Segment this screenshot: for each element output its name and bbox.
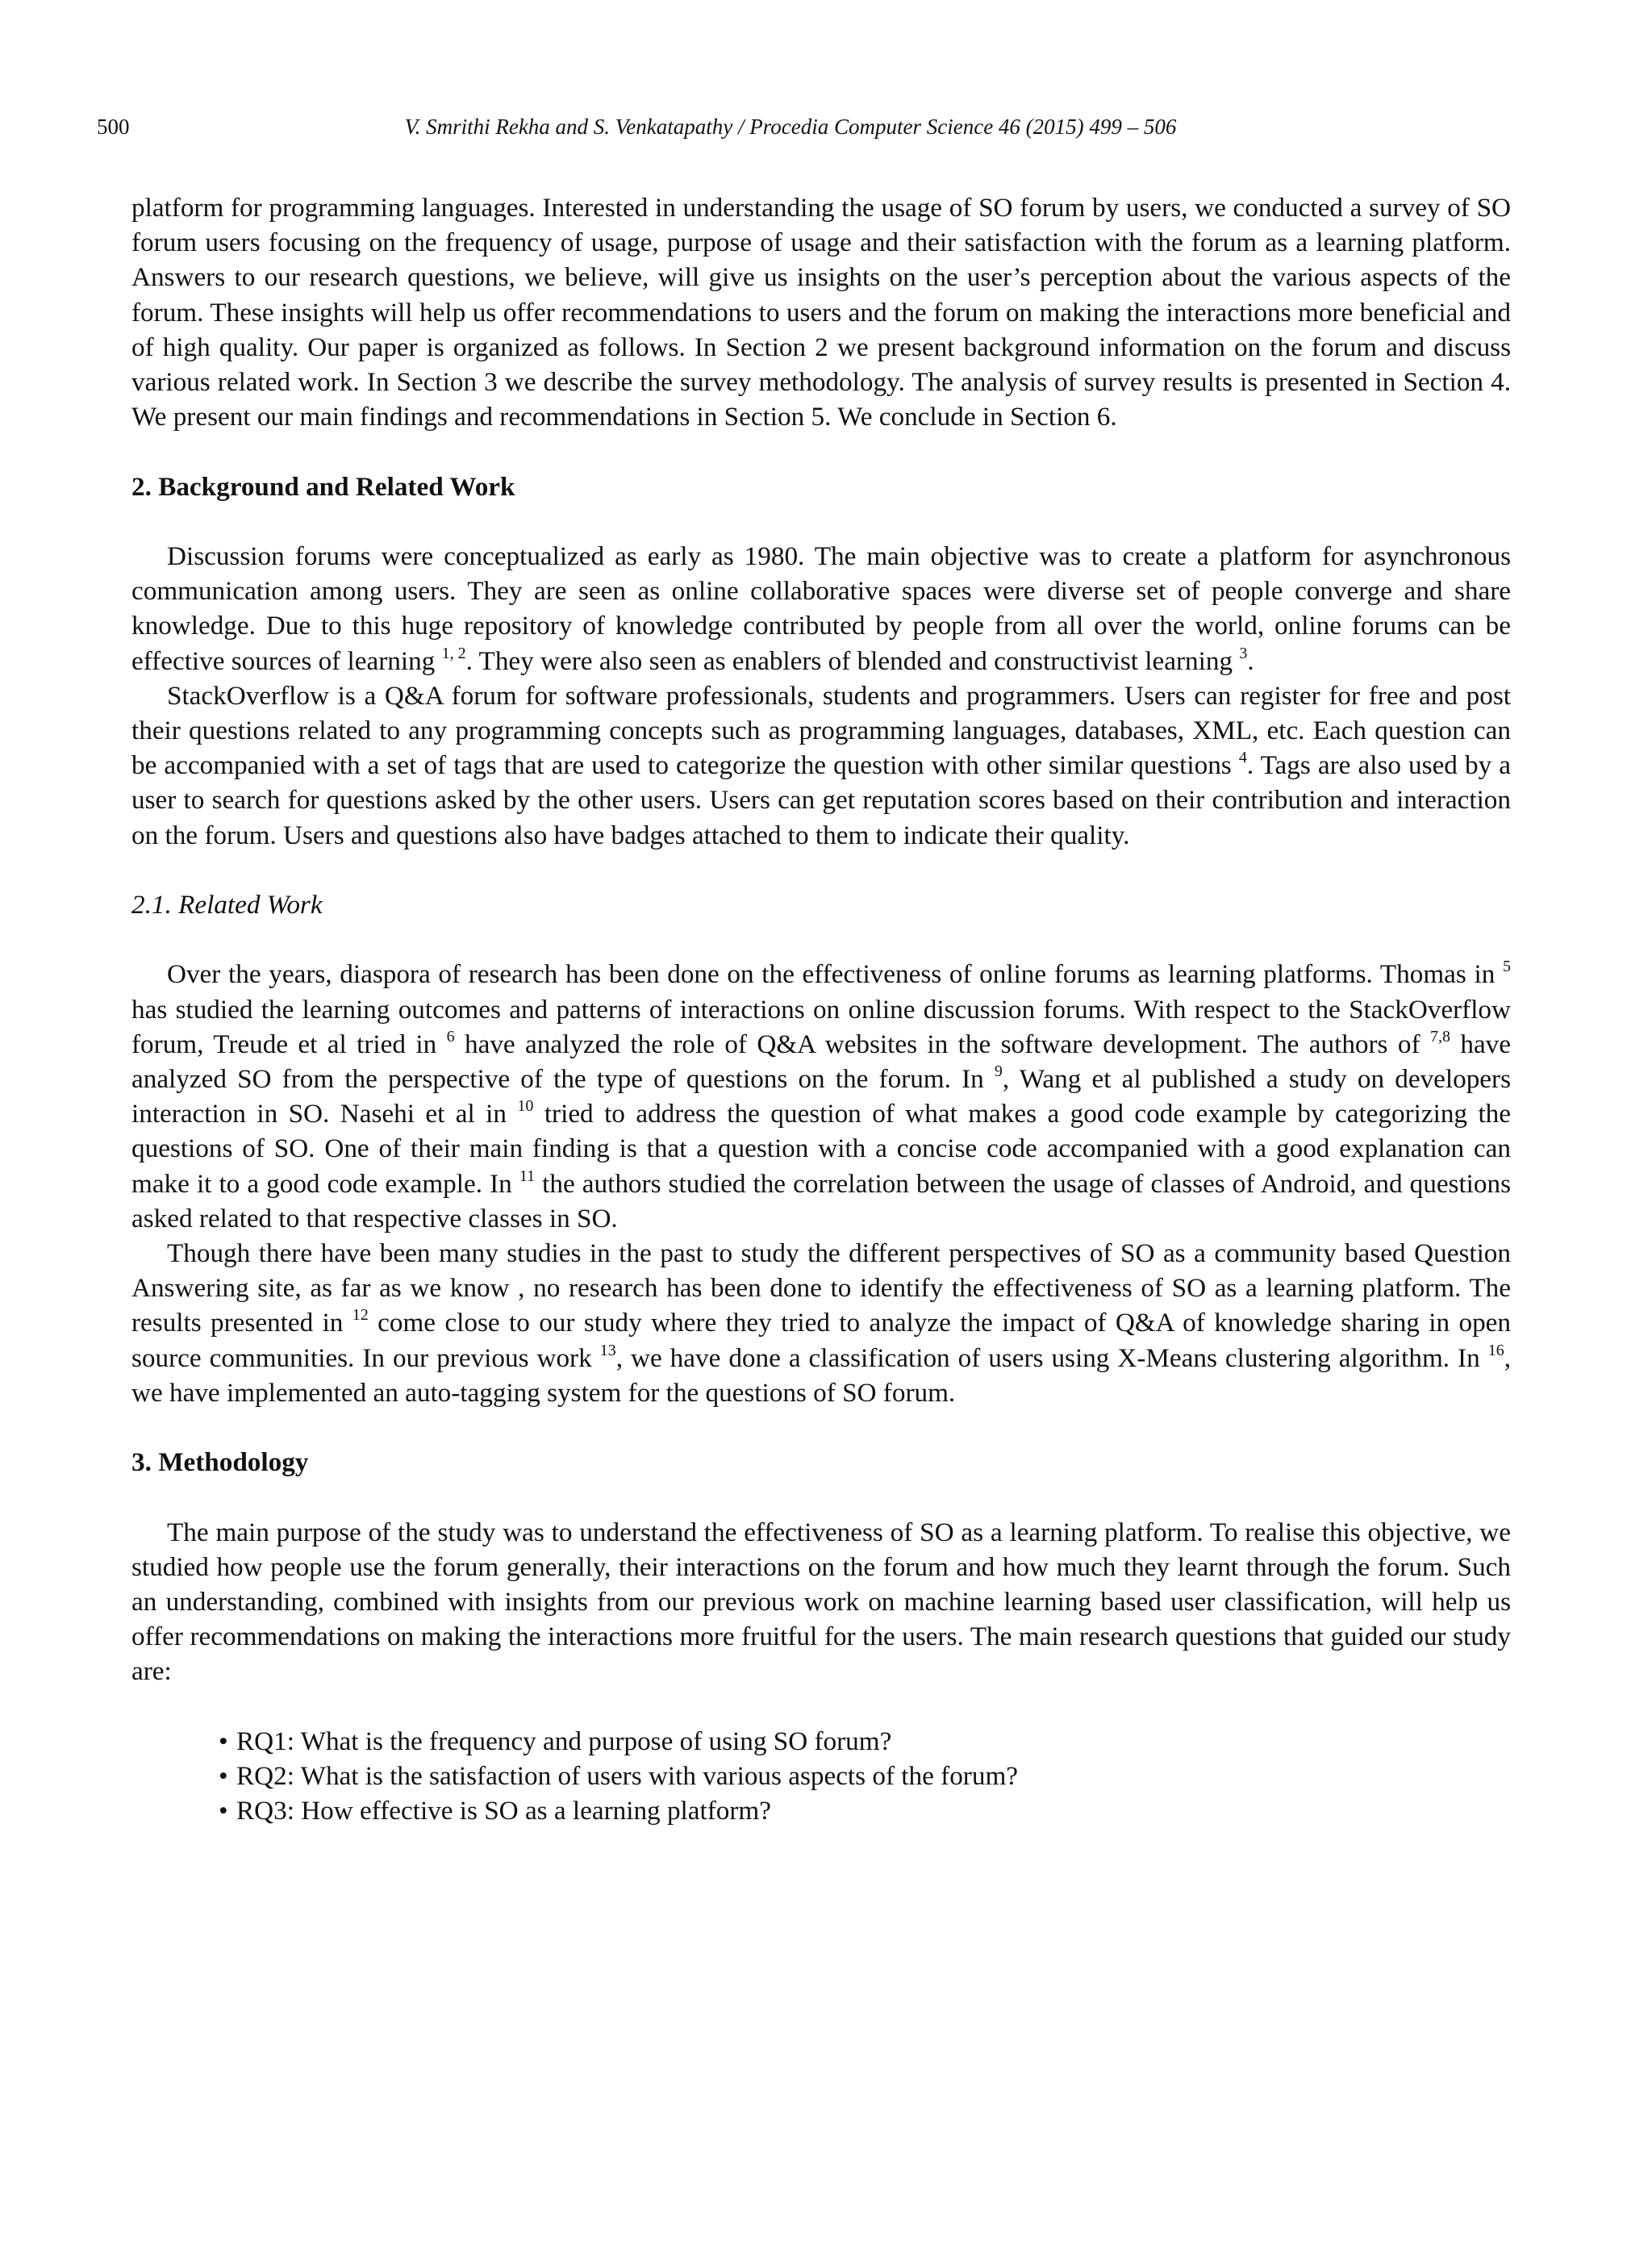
- section-2-1-paragraph-1: Over the years, diaspora of research has been done on the effectiveness of online forums as learning platforms. Thomas in $^5$ has studied the learning outcomes and patterns of interactions on online discussion forums. With respect to the StackOverflow forum, Treude et al tried in $^6$ have analyzed the role of Q&A websites in the software development. The authors of $^{7,8}$ have analyzed SO from the perspective of the type of questions on the forum. In $^9$, Wang et al published a study on developers interaction in SO. Nasehi et al in $^{10}$ tried to address the question of what makes a good code example by categorizing the questions of SO. One of their main finding is that a question with a concise code accompanied with a good explanation can make it to a good code example. In $^{11}$ the authors studied the correlation between the usage of classes of Android, and questions asked related to that respective classes in SO.: [131, 958, 1512, 1233]
- citation-1-2: 1, 2: [441, 644, 466, 662]
- citation-13: 13: [599, 1341, 616, 1359]
- page-number: 500: [97, 115, 130, 139]
- citation-9: 9: [994, 1062, 1003, 1081]
- list-item: • RQ1: What is the frequency and purpose of using SO forum?: [219, 1724, 1511, 1759]
- bullet-icon: •: [219, 1726, 228, 1756]
- citation-16: 16: [1487, 1341, 1504, 1359]
- citation-10: 10: [517, 1097, 534, 1116]
- citation-7-8: 7,8: [1429, 1027, 1450, 1046]
- section-2-paragraph-1: Discussion forums were conceptualized as early as 1980. The main objective was to create a platform for asynchronous communication among users. They are seen as online collaborative spaces were diverse set of people converge and share knowledge. Due to this huge repository of knowledge contributed by people from all over the world, online forums can be effective sources of learning $^{1, 2}$. They were also seen as enablers of blended and constructivist learning $^3$.: [131, 541, 1511, 676]
- section-2-1-heading: 2.1. Related Work: [131, 890, 323, 920]
- bullet-icon: •: [219, 1761, 228, 1792]
- list-item: • RQ3: How effective is SO as a learning platform?: [219, 1793, 1511, 1828]
- page-body: [131, 190, 1511, 1828]
- running-head: V. Smrithi Rekha and S. Venkatapathy / Procedia Computer Science 46 (2015) 499 – 506: [404, 115, 1177, 139]
- citation-11: 11: [519, 1167, 536, 1185]
- section-3-heading: 3. Methodology: [131, 1447, 309, 1478]
- section-2-heading: 2. Background and Related Work: [131, 471, 515, 502]
- citation-5: 5: [1503, 958, 1511, 976]
- section-2-paragraph-2: StackOverflow is a Q&A forum for software professionals, students and programmers. Users can register for free and post their questions related to any programming concepts such as programming languages, databases, XML, etc. Each question can be accompanied with a set of tags that are used to categorize the question with other similar questions $^4$. Tags are also used by a user to search for questions asked by the other users. Users can get reputation scores based on their contribution and interaction on the forum. Users and questions also have badges attached to them to indicate their quality.: [131, 680, 1511, 850]
- page-header: [97, 111, 1484, 143]
- citation-12: 12: [352, 1306, 369, 1325]
- section-2-1-paragraph-2: Though there have been many studies in the past to study the different perspectives of SO as a community based Question Answering site, as far as we know , no research has been done to identify the effectiveness of SO as a learning platform. The results presented in $^{12}$ come close to our study where they tried to analyze the impact of Q&A of knowledge sharing in open source communities. In our previous work $^{13}$, we have done a classification of users using X-Means clustering algorithm. In $^{16}$, we have implemented an auto-tagging system for the questions of SO forum.: [131, 1238, 1511, 1408]
- list-item: • RQ2: What is the satisfaction of users with various aspects of the forum?: [219, 1759, 1511, 1793]
- bullet-icon: •: [219, 1796, 228, 1826]
- research-questions-list: [131, 1724, 1511, 1829]
- section-3-paragraph-1: The main purpose of the study was to understand the effectiveness of SO as a learning platform. To realise this objective, we studied how people use the forum generally, their interactions on the forum and how much they learnt through the forum. Such an understanding, combined with insights from our previous work on machine learning based user classification, will help us offer recommendations on making the interactions more fruitful for the users. The main research questions that guided our study are:: [131, 1517, 1511, 1687]
- intro-paragraph: platform for programming languages. Interested in understanding the usage of SO forum by users, we conducted a survey of SO forum users focusing on the frequency of usage, purpose of usage and their satisfaction with the forum as a learning platform. Answers to our research questions, we believe, will give us insights on the user’s perception about the various aspects of the forum. These insights will help us offer recommendations to users and the forum on making the interactions more beneficial and of high quality. Our paper is organized as follows. In Section 2 we present background information on the forum and discuss various related work. In Section 3 we describe the survey methodology. The analysis of survey results is presented in Section 4. We present our main findings and recommendations in Section 5. We conclude in Section 6.: [131, 193, 1511, 432]
- citation-6: 6: [446, 1027, 455, 1046]
- citation-3: 3: [1239, 644, 1248, 662]
- citation-4: 4: [1238, 749, 1247, 767]
